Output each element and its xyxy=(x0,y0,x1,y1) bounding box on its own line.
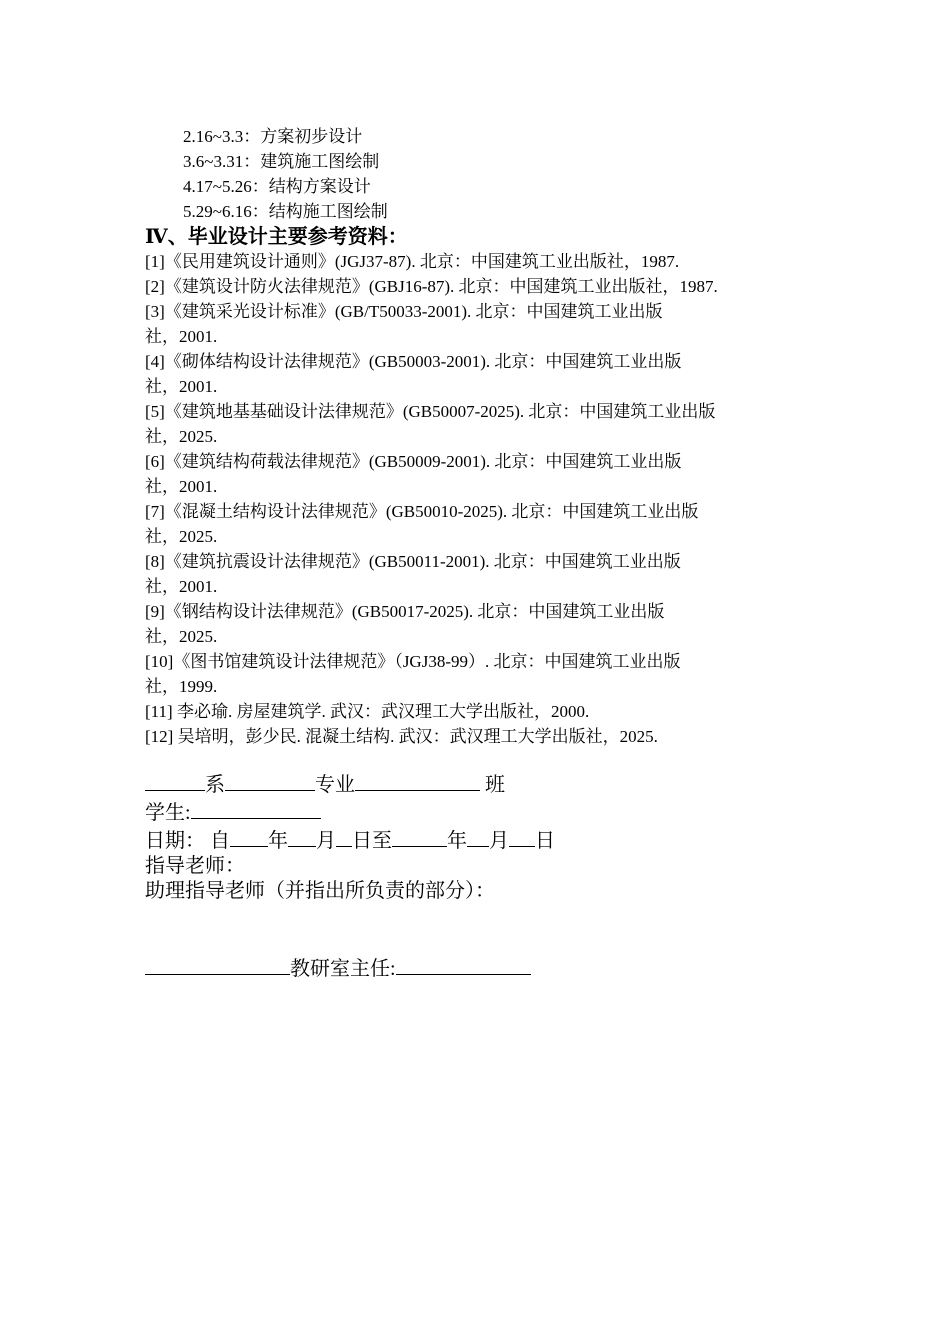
end-year-blank[interactable] xyxy=(392,826,447,847)
reference-line: 社，1999. xyxy=(145,677,218,696)
major-label: 专业 xyxy=(315,774,355,796)
advisor-line: 指导老师： xyxy=(145,855,245,877)
reference-line: 社，2001. xyxy=(145,377,218,396)
reference-line: 社，2025. xyxy=(145,627,218,646)
reference-line: 社，2001. xyxy=(145,477,218,496)
class-blank[interactable] xyxy=(355,770,480,791)
student-line xyxy=(145,798,555,826)
director-prefix-blank[interactable] xyxy=(145,954,290,975)
start-day-blank[interactable] xyxy=(336,826,352,847)
date-label: 日期： 自 xyxy=(145,830,230,852)
schedule-item: 5.29~6.16：结构施工图绘制 xyxy=(183,202,388,221)
date-line xyxy=(145,826,555,854)
day2-label: 日 xyxy=(535,830,555,852)
reference-list xyxy=(145,249,805,749)
director-blank[interactable] xyxy=(396,954,531,975)
major-blank[interactable] xyxy=(225,770,315,791)
end-day-blank[interactable] xyxy=(509,826,535,847)
reference-line: [4]《砌体结构设计法律规范》(GB50003-2001). 北京：中国建筑工业出版 xyxy=(145,352,682,371)
spacer xyxy=(145,904,555,954)
schedule-item: 4.17~5.26：结构方案设计 xyxy=(183,177,371,196)
reference-line: [12] 吴培明，彭少民. 混凝土结构. 武汉：武汉理工大学出版社，2025. xyxy=(145,727,658,746)
reference-line: [11] 李必瑜. 房屋建筑学. 武汉：武汉理工大学出版社，2000. xyxy=(145,702,590,721)
reference-line: 社，2025. xyxy=(145,427,218,446)
schedule-list xyxy=(183,124,388,224)
year-label: 年 xyxy=(268,830,288,852)
year2-label: 年 xyxy=(447,830,467,852)
reference-line: 社，2025. xyxy=(145,527,218,546)
start-year-blank[interactable] xyxy=(230,826,268,847)
start-month-blank[interactable] xyxy=(288,826,316,847)
signature-form xyxy=(145,770,555,982)
schedule-item: 2.16~3.3：方案初步设计 xyxy=(183,127,363,146)
assistant-advisor-line: 助理指导老师（并指出所负责的部分）： xyxy=(145,880,495,902)
month-label: 月 xyxy=(316,830,336,852)
references-heading: Ⅳ、毕业设计主要参考资料： xyxy=(145,226,408,248)
student-label: 学生: xyxy=(145,802,191,824)
dept-blank[interactable] xyxy=(145,770,205,791)
class-label: 班 xyxy=(480,774,505,796)
reference-line: [7]《混凝土结构设计法律规范》(GB50010-2025). 北京：中国建筑工业出版 xyxy=(145,502,699,521)
reference-line: [8]《建筑抗震设计法律规范》(GB50011-2001). 北京：中国建筑工业出版 xyxy=(145,552,681,571)
month2-label: 月 xyxy=(489,830,509,852)
reference-line: [6]《建筑结构荷载法律规范》(GB50009-2001). 北京：中国建筑工业出版 xyxy=(145,452,682,471)
reference-line: [5]《建筑地基基础设计法律规范》(GB50007-2025). 北京：中国建筑工业出版 xyxy=(145,402,716,421)
dept-label: 系 xyxy=(205,774,225,796)
end-month-blank[interactable] xyxy=(467,826,489,847)
reference-line: [3]《建筑采光设计标准》(GB/T50033-2001). 北京：中国建筑工业出版 xyxy=(145,302,663,321)
reference-line: [10]《图书馆建筑设计法律规范》（JGJ38-99）. 北京：中国建筑工业出版 xyxy=(145,652,681,671)
reference-line: 社，2001. xyxy=(145,577,218,596)
student-blank[interactable] xyxy=(191,798,321,819)
schedule-item: 3.6~3.31：建筑施工图绘制 xyxy=(183,152,380,171)
reference-line: 社，2001. xyxy=(145,327,218,346)
day-to-label: 日至 xyxy=(352,830,392,852)
reference-line: [1]《民用建筑设计通则》(JGJ37-87). 北京：中国建筑工业出版社，1987. xyxy=(145,252,680,271)
reference-line: [2]《建筑设计防火法律规范》(GBJ16-87). 北京：中国建筑工业出版社，1987. xyxy=(145,277,718,296)
director-line xyxy=(145,954,555,982)
director-label: 教研室主任: xyxy=(290,958,396,980)
class-line xyxy=(145,770,555,798)
reference-line: [9]《钢结构设计法律规范》(GB50017-2025). 北京：中国建筑工业出版 xyxy=(145,602,665,621)
